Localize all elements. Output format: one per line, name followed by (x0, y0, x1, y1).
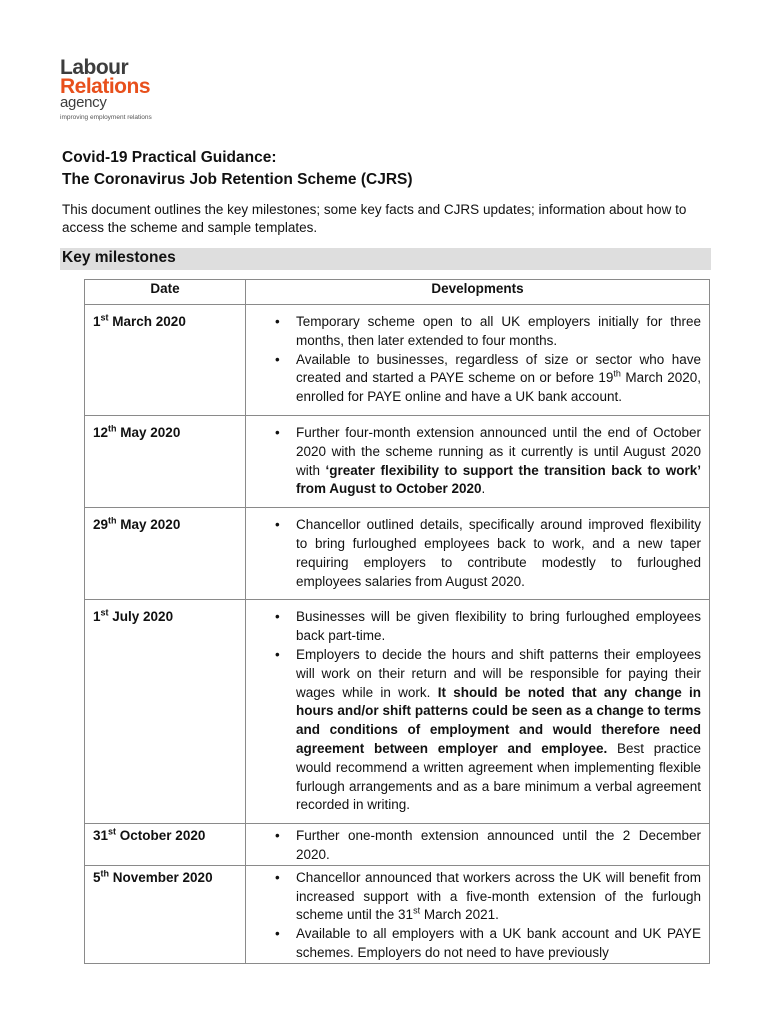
bullet-text: Chancellor outlined details, specifically around improved flexibility to bring furloughed employees back to work, and a new taper requiring employers to contribute modestly to furloughed employees salaries from August 2020. (296, 517, 701, 589)
date-suffix: st (108, 826, 117, 837)
row-date (85, 865, 246, 963)
list-item (246, 646, 701, 815)
bullet-text: March 2020, enrolled for PAYE online and have a UK bank account. (296, 370, 702, 405)
table-row (85, 824, 710, 866)
logo-word-agency: agency (60, 94, 107, 111)
title-line-1: Covid-19 Practical Guidance: (62, 149, 277, 166)
bullet-text: . (481, 481, 486, 497)
header-developments: Developments (246, 280, 710, 305)
table-row (85, 600, 710, 824)
title-line-2: The Coronavirus Job Retention Scheme (CJRS) (62, 171, 413, 188)
bullet-text: Further four-month extension announced until the end of October 2020 with the scheme running as it currently is until August 2020 with (296, 424, 701, 478)
row-date (85, 824, 246, 866)
row-date (85, 305, 246, 416)
bullet-sup: st (413, 905, 421, 916)
bullet-text: Available to all employers with a UK bank account and UK PAYE schemes. Employers do not need to have previously (296, 926, 701, 960)
date-month-year: October 2020 (116, 828, 206, 844)
table-header-row (85, 280, 710, 305)
document-title (62, 147, 413, 191)
table-row (85, 508, 710, 600)
milestones-table (84, 279, 710, 964)
logo-word-relations: Relations (60, 75, 151, 98)
lra-logo (60, 58, 170, 121)
header-date: Date (85, 280, 246, 305)
row-developments (246, 824, 710, 866)
date-day: 12 (93, 424, 109, 440)
list-item (246, 827, 701, 865)
list-item (246, 313, 701, 351)
date-day: 1 (93, 314, 101, 329)
bullet-bold-text: ‘greater flexibility to support the transition back to work’ from August to October 2020 (296, 462, 701, 497)
section-heading-bar (60, 248, 711, 270)
date-suffix: th (108, 515, 117, 526)
row-developments (246, 415, 710, 507)
bullet-bold-text: It should be noted that any change in hours and/or shift patterns could be seen as a change to terms and conditions of employment and would therefore need agreement between employer and employee. (296, 684, 701, 756)
bullet-text: Businesses will be given flexibility to bring furloughed employees back part-time. (296, 609, 701, 644)
bullet-text: Chancellor announced that workers across the UK will benefit from increased support with a five-month extension of the furlough scheme until the 31 (296, 869, 701, 923)
date-suffix: th (108, 423, 117, 434)
row-developments (246, 305, 710, 416)
table-row (85, 305, 710, 416)
bullet-text: Temporary scheme open to all UK employers initially for three months, then later extended to four months. (296, 314, 701, 348)
date-month-year: November 2020 (109, 869, 213, 885)
intro-paragraph: This document outlines the key milestones; some key facts and CJRS updates; information about how to access the scheme and sample templates. (62, 202, 687, 235)
row-developments (246, 508, 710, 600)
date-month-year: March 2020 (108, 314, 186, 329)
date-suffix: st (100, 312, 109, 323)
logo-tagline: improving employment relations (60, 114, 152, 121)
row-date (85, 600, 246, 824)
list-item (246, 925, 701, 963)
bullet-text: March 2021. (420, 907, 499, 923)
row-developments (246, 600, 710, 824)
bullet-text: Available to businesses, regardless of size or sector who have created and started a PAYE scheme on or before 19 (296, 351, 701, 386)
logo-word-labour: Labour (60, 56, 129, 79)
date-suffix: st (100, 607, 109, 618)
bullet-text: Further one-month extension announced until the 2 December 2020. (296, 828, 701, 862)
bullet-sup: th (613, 368, 621, 379)
date-month-year: July 2020 (108, 609, 174, 625)
date-suffix: th (100, 868, 110, 879)
date-day: 31 (93, 828, 109, 844)
row-developments (246, 865, 710, 963)
row-date (85, 415, 246, 507)
list-item (246, 869, 701, 925)
table-row (85, 865, 710, 963)
row-date (85, 508, 246, 600)
section-heading: Key milestones (62, 249, 176, 266)
list-item (246, 516, 701, 591)
date-month-year: May 2020 (116, 517, 181, 533)
date-month-year: May 2020 (116, 424, 181, 440)
date-day: 1 (93, 609, 101, 625)
bullet-text: Best practice would recommend a written agreement when implementing flexible furlough arrangements and as a bare minimum a verbal agreement recorded in writing. (296, 740, 701, 813)
bullet-text: Employers to decide the hours and shift patterns their employees will work on their return and will be responsible for paying their wages while in work. (296, 646, 701, 700)
table-row (85, 415, 710, 507)
list-item (246, 351, 701, 407)
list-item (246, 424, 701, 499)
date-day: 29 (93, 517, 109, 533)
date-day: 5 (93, 869, 101, 885)
list-item (246, 608, 701, 646)
